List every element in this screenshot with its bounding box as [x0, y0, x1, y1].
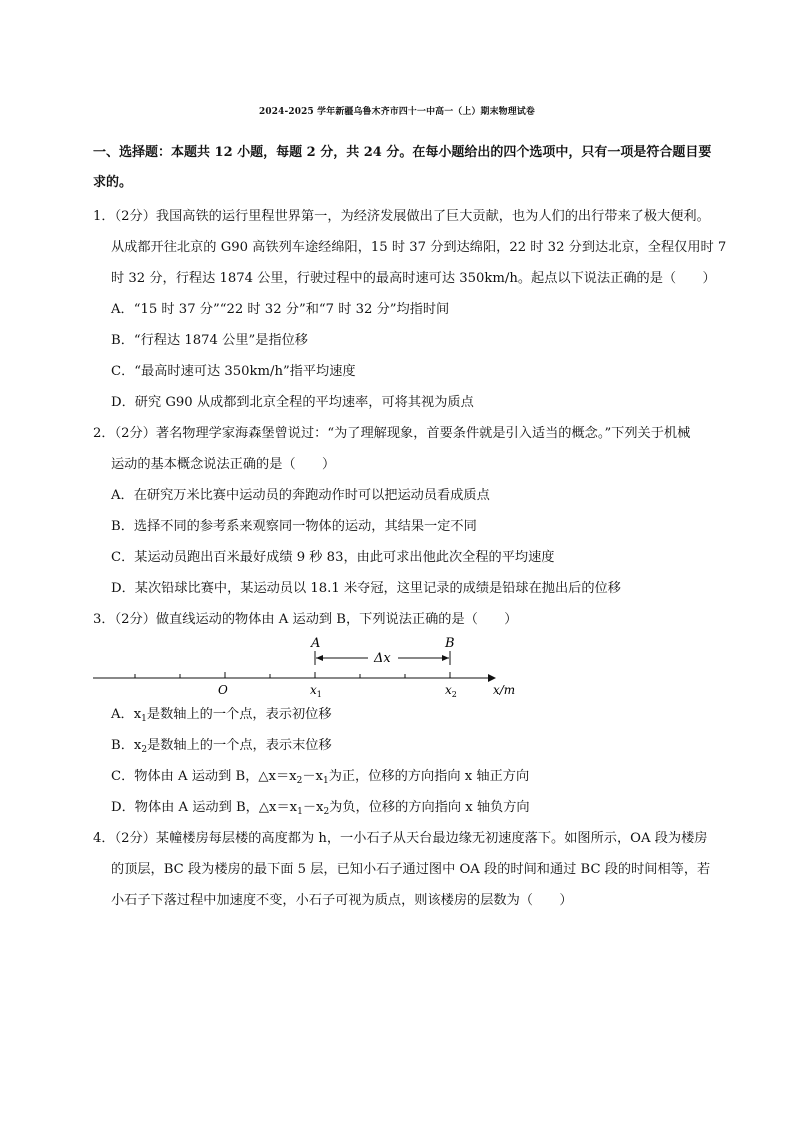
label-b: B — [445, 636, 455, 651]
exam-title: 2024-2025 学年新疆乌鲁木齐市四十一中高一（上）期末物理试卷 — [259, 107, 535, 117]
question-2-stem-line-1: 2．（2分）著名物理学家海森堡曾说过：“为了理解现象，首要条件就是引入适当的概念。”下列关于机械 — [93, 426, 691, 441]
question-4-stem-line-2: 的顶层，BC 段为楼房的最下面 5 层，已知小石子通过图中 OA 段的时间和通过 BC 段的时间相等，若 — [111, 862, 711, 877]
question-2-option-a: A．在研究万米比赛中运动员的奔跑动作时可以把运动员看成质点 — [111, 488, 490, 503]
question-3-stem: 3．（2分）做直线运动的物体由 A 运动到 B，下列说法正确的是（ ） — [93, 612, 518, 627]
section-header-line-1: 一、选择题：本题共 12 小题，每题 2 分，共 24 分。在每小题给出的四个选项中，只有一项是符合题目要 — [93, 145, 712, 160]
question-1-option-a: A．“15 时 37 分”“22 时 32 分”和“7 时 32 分”均指时间 — [111, 302, 450, 317]
question-3-option-a: A．$x_1$是数轴上的一个点，表示初位移 — [111, 707, 332, 724]
question-2-option-c: C．某运动员跑出百米最好成绩 9 秒 83，由此可求出他此次全程的平均速度 — [111, 550, 555, 565]
section-header-line-2: 求的。 — [93, 175, 133, 190]
question-2-option-d: D．某次铅球比赛中，某运动员以 18.1 米夺冠，这里记录的成绩是铅球在抛出后的位移 — [111, 581, 621, 596]
question-3-option-c: C．物体由 A 运动到 B，$\triangle x=x_2-x_1$为正，位移的方向指向 x 轴正方向 — [111, 769, 530, 786]
axis-arrowhead — [488, 674, 496, 682]
displacement-arrowhead-right — [442, 655, 449, 661]
question-1-option-c: C．“最高时速可达 350km/h”指平均速度 — [111, 364, 356, 379]
question-1-option-b: B．“行程达 1874 公里”是指位移 — [111, 333, 308, 348]
question-1-stem-line-2: 从成都开往北京的 G90 高铁列车途经绵阳，15 时 37 分到达绵阳，22 时 32 分到达北京，全程仅用时 7 — [111, 240, 727, 255]
label-x2: $x_2$ — [445, 683, 457, 699]
label-origin: O — [218, 683, 228, 697]
question-2-stem-line-2: 运动的基本概念说法正确的是（ ） — [111, 457, 336, 472]
label-x1: $x_1$ — [310, 683, 322, 699]
question-4-stem-line-1: 4．（2分）某幢楼房每层楼的高度都为 h，一小石子从天台最边缘无初速度落下。如图所示，OA 段为楼房 — [93, 831, 708, 846]
label-axis: x/m — [493, 683, 516, 697]
question-1-option-d: D．研究 G90 从成都到北京全程的平均速率，可将其视为质点 — [111, 395, 474, 410]
axis-ticks — [135, 672, 450, 678]
question-2-option-b: B．选择不同的参考系来观察同一物体的运动，其结果一定不同 — [111, 519, 477, 534]
section-header — [93, 138, 733, 198]
question-1-stem-line-3: 时 32 分，行程达 1874 公里，行驶过程中的最高时速可达 350km/h。起点以下说法正确的是（ ） — [111, 271, 716, 286]
question-4-stem-line-3: 小石子下落过程中加速度不变，小石子可视为质点，则该楼房的层数为（ ） — [111, 893, 573, 908]
displacement-arrowhead-left — [316, 655, 323, 661]
number-line-diagram — [90, 632, 530, 700]
question-1-stem-line-1: 1．（2分）我国高铁的运行里程世界第一，为经济发展做出了巨大贡献，也为人们的出行带来了极大便利。 — [93, 209, 710, 224]
question-3-option-b: B．$x_2$是数轴上的一个点，表示末位移 — [111, 738, 332, 755]
question-3-option-d: D．物体由 A 运动到 B，$\triangle x=x_1-x_2$为负，位移的方向指向 x 轴负方向 — [111, 800, 530, 817]
label-delta-x: Δx — [374, 651, 391, 666]
label-a: A — [311, 636, 321, 651]
